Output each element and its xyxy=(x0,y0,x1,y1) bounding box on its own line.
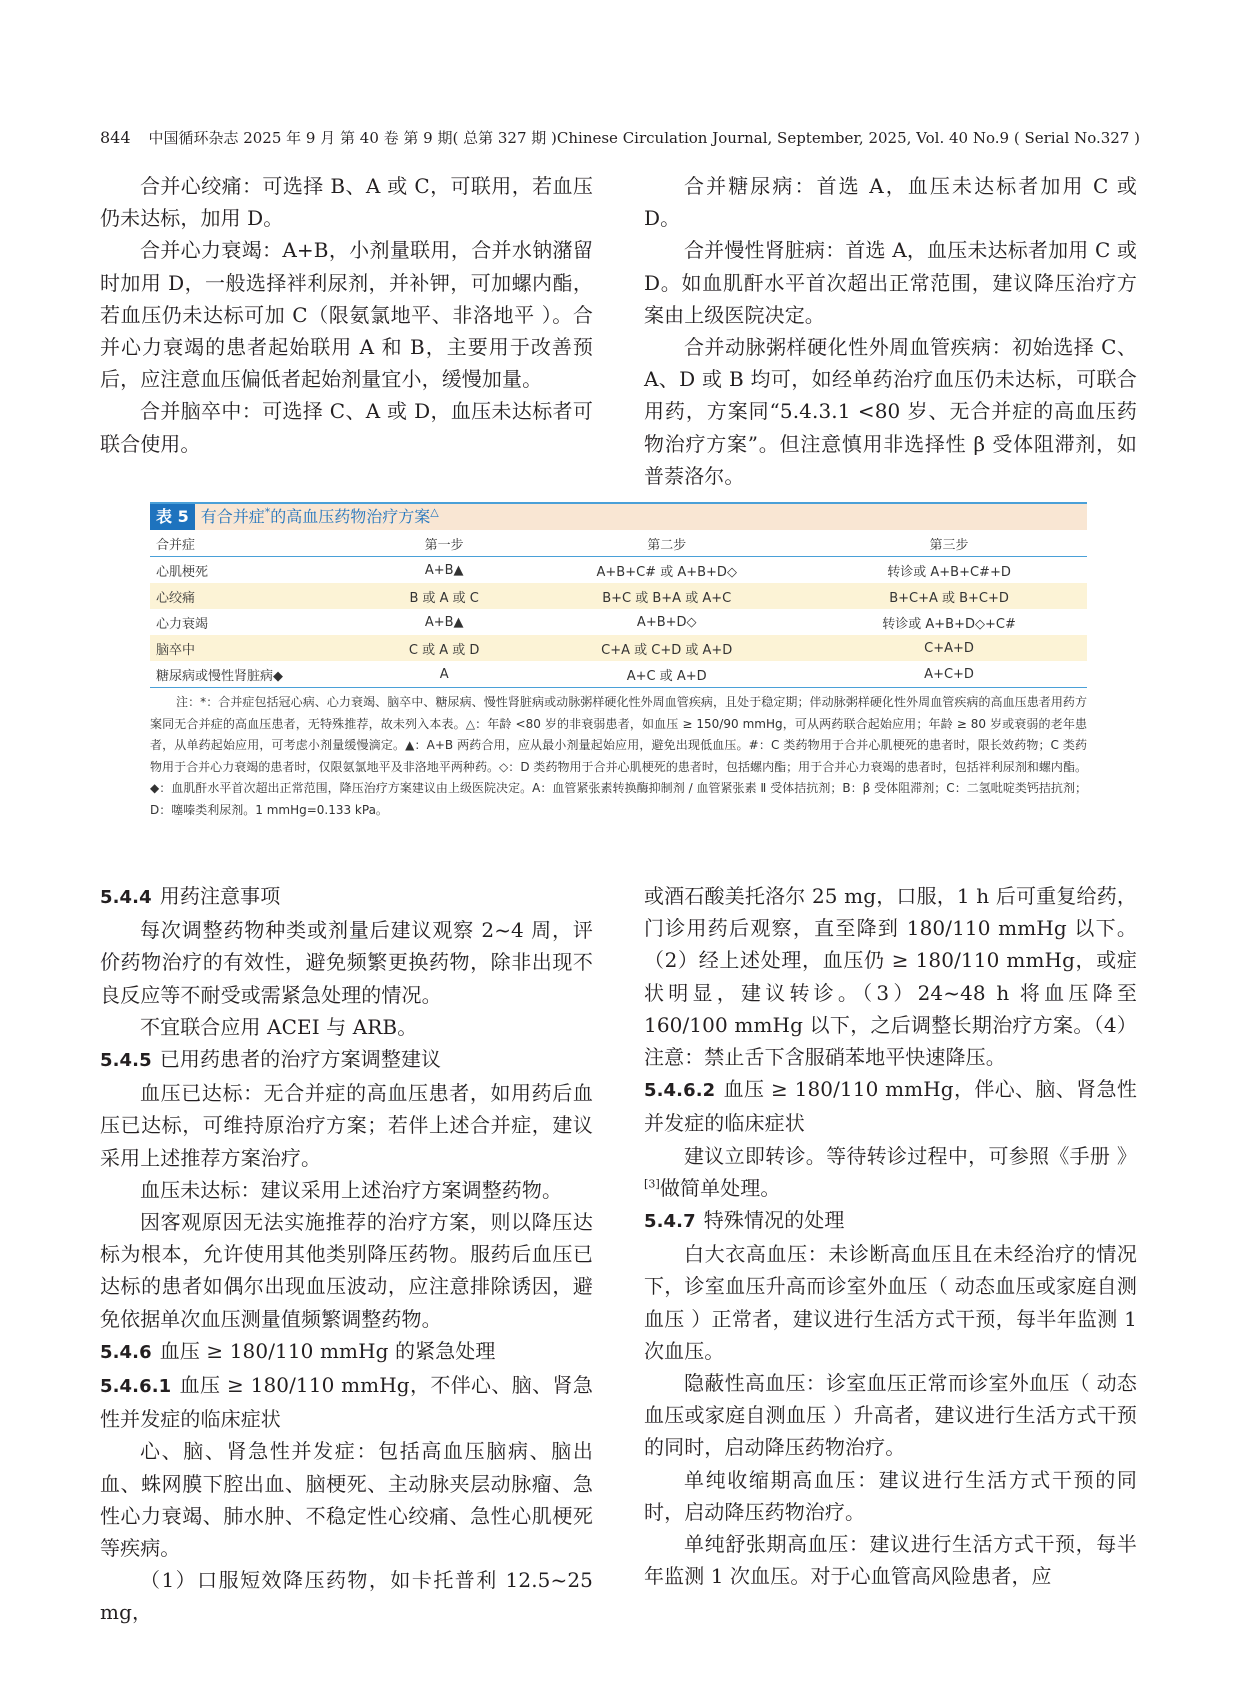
section-heading: 5.4.7 特殊情况的处理 xyxy=(644,1208,845,1233)
paragraph: 不宜联合应用 ACEI 与 ARB。 xyxy=(140,1014,418,1039)
paragraph: 每次调整药物种类或剂量后建议观察 2~4 周，评价药物治疗的有效性，避免频繁更换药物，除非出现不良反应等不耐受或需紧急处理的情况。 xyxy=(100,918,593,1007)
table-row xyxy=(150,609,1087,635)
paragraph: 血压未达标：建议采用上述治疗方案调整药物。 xyxy=(140,1177,563,1202)
table-title-pre: 有合并症 xyxy=(200,507,265,526)
section-heading: 5.4.6.2 血压 ≥ 180/110 mmHg，伴心、脑、肾急性并发症的临床症状 xyxy=(644,1077,1137,1136)
paragraph: 血压已达标：无合并症的高血压患者，如用药后血压已达标，可维持原治疗方案；若伴上述合并症，建议采用上述推荐方案治疗。 xyxy=(100,1081,593,1170)
table-cell: A+B+C# 或 A+B+D◇ xyxy=(596,564,737,580)
table-cell: 脑卒中 xyxy=(150,635,366,661)
table-cell: 心绞痛 xyxy=(150,583,366,609)
paragraph: 因客观原因无法实施推荐的治疗方案，则以降压达标为根本，允许使用其他类别降压药物。服药后血压已达标的患者如偶尔出现血压波动，应注意排除诱因，避免依据单次血压测量值频繁调整药物。 xyxy=(100,1210,593,1331)
table-title-mark: * xyxy=(264,505,271,519)
journal-citation: 中国循环杂志 2025 年 9 月 第 40 卷 第 9 期( 总第 327 期 )Chinese Circulation Journal, September, 2025, Vol. 40 No.9 ( Serial No.327 ) xyxy=(148,129,1140,147)
paragraph: 心、脑、肾急性并发症：包括高血压脑病、脑出血、蛛网膜下腔出血、脑梗死、主动脉夹层动脉瘤、急性心力衰竭、肺水肿、不稳定性心绞痛、急性心肌梗死等疾病。 xyxy=(100,1439,593,1561)
table-cell: 糖尿病或慢性肾脏病◆ xyxy=(150,661,366,688)
top-left-column xyxy=(100,170,593,460)
paragraph: 合并慢性肾脏病：首选 A，血压未达标者加用 C 或 D。如血肌酐水平首次超出正常范围，建议降压治疗方案由上级医院决定。 xyxy=(644,238,1137,327)
table-cell: 转诊或 A+B+D◇+C# xyxy=(882,616,1016,632)
table-caption xyxy=(150,502,1087,530)
section-heading: 5.4.5 已用药患者的治疗方案调整建议 xyxy=(100,1047,442,1072)
paragraph: 合并心绞痛：可选择 B、A 或 C，可联用，若血压仍未达标，加用 D。 xyxy=(100,174,593,231)
table-cell: B+C 或 B+A 或 A+C xyxy=(522,583,811,609)
table-label: 表 5 xyxy=(150,504,195,530)
table-title-post: 的高血压药物治疗方案 xyxy=(270,507,431,526)
table-cell: C 或 A 或 D xyxy=(366,635,522,661)
bottom-right-column xyxy=(644,880,1137,1592)
column-header: 第一步 xyxy=(366,530,522,557)
table-cell: B 或 A 或 C xyxy=(366,583,522,609)
paragraph: 或酒石酸美托洛尔 25 mg，口服，1 h 后可重复给药，门诊用药后观察，直至降到 180/110 mmHg 以下。（2）经上述处理，血压仍 ≥ 180/110 mmHg，或症状明显，建议转诊。（3）24~48 h 将血压降至 160/100 mmHg 以下，之后调整长期治疗方案。（4）注意：禁止舌下含服硝苯地平快速降压。 xyxy=(644,884,1137,1070)
top-right-column xyxy=(644,170,1137,492)
table-cell: A+B▲ xyxy=(424,562,464,578)
citation-ref: [3] xyxy=(644,1177,660,1191)
paragraph: 合并心力衰竭：A+B，小剂量联用，合并水钠潴留时加用 D，一般选择袢利尿剂，并补钾，可加螺内酯，若血压仍未达标可加 C（限氨氯地平、非洛地平 ）。合并心力衰竭的患者起始联用 A 和 B，主要用于改善预后，应注意血压偏低者起始剂量宜小，缓慢加量。 xyxy=(100,238,593,392)
table-cell: A+B+D◇ xyxy=(636,614,697,630)
paragraph: 合并糖尿病：首选 A，血压未达标者加用 C 或 D。 xyxy=(644,174,1137,231)
table-row xyxy=(150,557,1087,584)
table-row xyxy=(150,661,1087,688)
paragraph: 白大衣高血压：未诊断高血压且在未经治疗的情况下，诊室血压升高而诊室外血压（ 动态血压或家庭自测血压 ）正常者，建议进行生活方式干预，每半年监测 1 次血压。 xyxy=(644,1242,1137,1363)
table-row xyxy=(150,583,1087,609)
table-row xyxy=(150,635,1087,661)
paragraph: （1）口服短效降压药物，如卡托普利 12.5~25 mg， xyxy=(100,1568,593,1625)
table-cell: 心力衰竭 xyxy=(156,616,209,632)
table-cell: C+A 或 C+D 或 A+D xyxy=(522,635,811,661)
paragraph: 单纯收缩期高血压：建议进行生活方式干预的同时，启动降压药物治疗。 xyxy=(644,1467,1137,1524)
column-header: 第三步 xyxy=(811,530,1087,557)
table-cell: C+A+D xyxy=(811,635,1087,661)
table-cell: 转诊或 A+B+C#+D xyxy=(887,564,1011,580)
column-header: 第二步 xyxy=(522,530,811,557)
page-number: 844 xyxy=(100,128,131,147)
section-heading: 5.4.6.1 血压 ≥ 180/110 mmHg，不伴心、脑、肾急性并发症的临床症状 xyxy=(100,1373,593,1432)
table-header-row xyxy=(150,530,1087,557)
paragraph: 隐蔽性高血压：诊室血压正常而诊室外血压（ 动态血压或家庭自测血压 ）升高者，建议进行生活方式干预的同时，启动降压药物治疗。 xyxy=(644,1371,1137,1460)
table-cell: B+C+A 或 B+C+D xyxy=(811,583,1087,609)
table-cell: A+C 或 A+D xyxy=(522,661,811,688)
paragraph: 合并动脉粥样硬化性外周血管疾病：初始选择 C、A、D 或 B 均可，如经单药治疗血压仍未达标，可联合用药，方案同“5.4.3.1 <80 岁、无合并症的高血压药物治疗方案”。但注意慎用非选择性 β 受体阻滞剂，如普萘洛尔。 xyxy=(644,335,1137,488)
bottom-left-column xyxy=(100,880,593,1629)
table-cell: A xyxy=(366,661,522,688)
table-cell: 心肌梗死 xyxy=(156,564,209,580)
table-5 xyxy=(150,502,1087,821)
section-heading: 5.4.6 血压 ≥ 180/110 mmHg 的紧急处理 xyxy=(100,1338,496,1363)
table-notes-text: 注：*：合并症包括冠心病、心力衰竭、脑卒中、糖尿病、慢性肾脏病或动脉粥样硬化性外周血管疾病，且处于稳定期；伴动脉粥样硬化性外周血管疾病的高血压患者用药方案同无合并症的高血压患者，无特殊推荐，故未列入本表。△：年龄 <80 岁的非衰弱患者，如血压 ≥ 150/90 mmHg，可从两药联合起始应用；年龄 ≥ 80 岁或衰弱的老年患者，从单药起始应用，可考虑小剂量缓慢滴定。▲：A+B 两药合用，应从最小剂量起始应用，避免出现低血压。#：C 类药物用于合并心肌梗死的患者时，限长效药物；C 类药物用于合并心力衰竭的患者时，仅限氨氯地平及非洛地平两种药。◇：D 类药物用于合并心肌梗死的患者时，包括螺内酯；用于合并心力衰竭的患者时，包括袢利尿剂和螺内酯。◆：血肌酐水平首次超出正常范围，降压治疗方案建议由上级医院决定。A：血管紧张素转换酶抑制剂 / 血管紧张素 Ⅱ 受体拮抗剂；B：β 受体阻滞剂；C：二氢吡啶类钙拮抗剂；D：噻嗪类利尿剂。1 mmHg=0.133 kPa。 xyxy=(150,695,1087,817)
table-cell: A+B▲ xyxy=(424,614,464,630)
regimen-table xyxy=(150,530,1087,688)
running-header xyxy=(100,124,1140,152)
paragraph: 单纯舒张期高血压：建议进行生活方式干预，每半年监测 1 次血压。对于心血管高风险患者，应 xyxy=(644,1532,1137,1589)
table-cell: A+C+D xyxy=(811,661,1087,688)
column-header: 合并症 xyxy=(150,530,366,557)
section-heading: 5.4.4 用药注意事项 xyxy=(100,884,281,908)
table-title-note: △ xyxy=(430,505,439,519)
paragraph: 合并脑卒中：可选择 C、A 或 D，血压未达标者可联合使用。 xyxy=(100,399,593,456)
paragraph: 建议立即转诊。等待转诊过程中，可参照《手册 》[3]做简单处理。 xyxy=(644,1143,1137,1200)
table-notes xyxy=(150,692,1087,821)
